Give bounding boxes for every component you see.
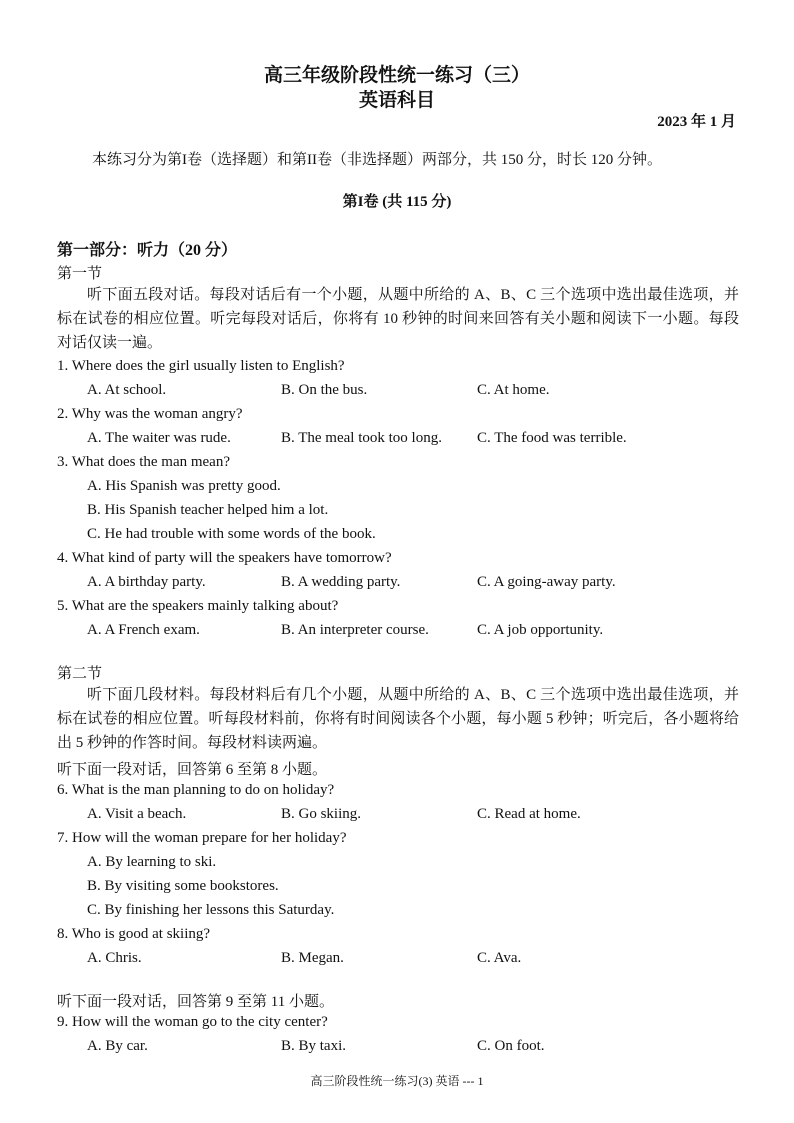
q1-option-c[interactable]: C. At home. (477, 382, 550, 398)
volume-title: 第I卷 (共 115 分) (342, 194, 452, 210)
q6-option-c[interactable]: C. Read at home. (477, 806, 581, 822)
section2-label: 第二节 (57, 666, 103, 682)
q6-option-a[interactable]: A. Visit a beach. (87, 806, 187, 822)
q1-option-a[interactable]: A. At school. (87, 382, 167, 398)
q9-option-a[interactable]: A. By car. (87, 1038, 148, 1054)
section1-instructions: 听下面五段对话。每段对话后有一个小题，从题中所给的 A、B、C 三个选项中选出最佳选项，并标在试卷的相应位置。听完每段对话后，你将有 10 秒钟的时间来回答有关小题和阅读下一小题。每段对话仅读一遍。 (57, 287, 739, 351)
q4-option-a[interactable]: A. A birthday party. (87, 574, 206, 590)
q2-option-c[interactable]: C. The food was terrible. (477, 430, 627, 446)
q5-option-a[interactable]: A. A French exam. (87, 622, 200, 638)
q5-option-b[interactable]: B. An interpreter course. (281, 622, 429, 638)
question-7: 7. How will the woman prepare for her holiday? (57, 830, 347, 846)
q2-option-b[interactable]: B. The meal took too long. (281, 430, 442, 446)
section2-instructions: 听下面几段材料。每段材料后有几个小题，从题中所给的 A、B、C 三个选项中选出最佳选项，并标在试卷的相应位置。听每段材料前，你将有时间阅读各个小题，每小题 5 秒钟；听完后，各小题将给出 5 秒钟的作答时间。每段材料读两遍。 (57, 687, 739, 751)
q3-option-c[interactable]: C. He had trouble with some words of the book. (87, 526, 376, 542)
section1-label: 第一节 (57, 266, 103, 282)
q4-option-b[interactable]: B. A wedding party. (281, 574, 401, 590)
q8-option-c[interactable]: C. Ava. (477, 950, 522, 966)
q2-option-a[interactable]: A. The waiter was rude. (87, 430, 231, 446)
q9-option-b[interactable]: B. By taxi. (281, 1038, 347, 1054)
exam-intro: 本练习分为第I卷（选择题）和第II卷（非选择题）两部分，共 150 分，时长 120 分钟。 (92, 152, 662, 168)
question-6: 6. What is the man planning to do on holiday? (57, 782, 335, 798)
q5-option-c[interactable]: C. A job opportunity. (477, 622, 604, 638)
question-1: 1. Where does the girl usually listen to English? (57, 358, 345, 374)
q3-option-b[interactable]: B. His Spanish teacher helped him a lot. (87, 502, 329, 518)
q9-option-c[interactable]: C. On foot. (477, 1038, 545, 1054)
q6-option-b[interactable]: B. Go skiing. (281, 806, 362, 822)
q8-option-b[interactable]: B. Megan. (281, 950, 344, 966)
question-9: 9. How will the woman go to the city center? (57, 1014, 328, 1030)
exam-date: 2023 年 1 月 (657, 114, 736, 130)
question-3: 3. What does the man mean? (57, 454, 230, 470)
subject-title: 英语科目 (358, 90, 435, 111)
q3-option-a[interactable]: A. His Spanish was pretty good. (87, 478, 281, 494)
group1-note: 听下面一段对话，回答第 6 至第 8 小题。 (57, 762, 328, 778)
q7-option-b[interactable]: B. By visiting some bookstores. (87, 878, 279, 894)
group2-note: 听下面一段对话，回答第 9 至第 11 小题。 (57, 994, 334, 1010)
q7-option-a[interactable]: A. By learning to ski. (87, 854, 217, 870)
q7-option-c[interactable]: C. By finishing her lessons this Saturday. (87, 902, 335, 918)
q8-option-a[interactable]: A. Chris. (87, 950, 142, 966)
exam-title: 高三年级阶段性统一练习（三） (263, 65, 530, 86)
question-4: 4. What kind of party will the speakers have tomorrow? (57, 550, 392, 566)
q4-option-c[interactable]: C. A going-away party. (477, 574, 616, 590)
q1-option-b[interactable]: B. On the bus. (281, 382, 368, 398)
question-8: 8. Who is good at skiing? (57, 926, 211, 942)
question-5: 5. What are the speakers mainly talking about? (57, 598, 339, 614)
page-footer: 高三阶段性统一练习(3) 英语 --- 1 (310, 1074, 484, 1088)
question-2: 2. Why was the woman angry? (57, 406, 243, 422)
part1-title: 第一部分：听力（20 分） (57, 242, 238, 259)
